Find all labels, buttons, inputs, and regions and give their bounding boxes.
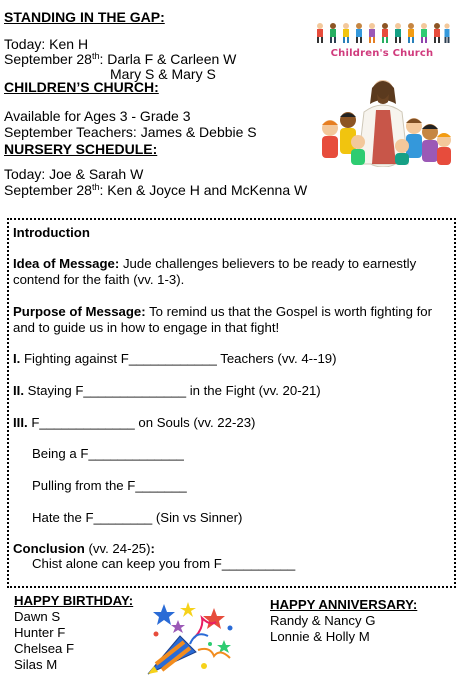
idea-of-message-line2: contend for the faith (vv. 1-3).	[13, 272, 185, 287]
anniversary-name: Lonnie & Holly M	[270, 629, 370, 644]
idea-of-message-label: Idea of Message:	[13, 256, 120, 271]
birthday-name: Chelsea F	[14, 641, 75, 656]
point-three	[13, 415, 255, 431]
purpose-of-message-line2: and to guide us in how to engage in that fight!	[13, 320, 280, 335]
idea-of-message-text1: Jude challenges believers to be ready to earnestly	[119, 256, 417, 271]
standing-september-line2: Mary S & Mary S	[110, 66, 216, 82]
point-three-number: III.	[13, 415, 28, 430]
standing-in-gap-heading: STANDING IN THE GAP:	[4, 9, 165, 25]
point-one-text: Fighting against F____________ Teachers (vv. 4--19)	[20, 351, 337, 366]
childrens-church-ages: Available for Ages 3 - Grade 3	[4, 108, 191, 124]
birthday-name: Hunter F	[14, 625, 66, 640]
childrens-church-logo-text: Children's Church	[330, 48, 434, 59]
point-three-text: F_____________ on Souls (vv. 22-23)	[27, 415, 256, 430]
point-two-number: II.	[13, 383, 24, 398]
conclusion-label: Conclusion	[13, 541, 85, 556]
nursery-heading: NURSERY SCHEDULE:	[4, 141, 158, 157]
childrens-church-teachers: September Teachers: James & Debbie S	[4, 124, 257, 140]
standing-september	[4, 51, 236, 67]
happy-birthday-heading: HAPPY BIRTHDAY:	[14, 593, 134, 608]
point-one-number: I.	[13, 351, 21, 366]
standing-september-prefix: September 28	[4, 51, 92, 67]
nursery-september-prefix: September 28	[4, 182, 92, 198]
nursery-september-sup: th	[91, 182, 100, 192]
point-two	[13, 383, 321, 399]
idea-of-message-line1	[13, 256, 416, 272]
conclusion-line	[13, 541, 155, 557]
happy-anniversary-heading: HAPPY ANNIVERSARY:	[270, 597, 418, 612]
conclusion-ref: (vv. 24-25)	[84, 541, 151, 556]
sub-point-one: Being a F_____________	[32, 446, 184, 461]
birthday-name: Dawn S	[14, 609, 61, 624]
nursery-september	[4, 182, 307, 198]
party-horn-icon	[144, 600, 236, 678]
sub-point-three: Hate the F________ (Sin vs Sinner)	[32, 510, 243, 525]
purpose-of-message-line1	[13, 304, 432, 320]
point-one	[13, 351, 337, 367]
standing-today: Today: Ken H	[4, 36, 89, 52]
purpose-of-message-label: Purpose of Message:	[13, 304, 146, 319]
standing-september-sup: th	[91, 51, 100, 61]
sub-point-two: Pulling from the F_______	[32, 478, 187, 493]
children-row-clipart	[314, 22, 450, 44]
childrens-church-heading: CHILDREN’S CHURCH:	[4, 79, 159, 95]
nursery-today: Today: Joe & Sarah W	[4, 166, 144, 182]
birthday-name: Silas M	[14, 657, 58, 672]
anniversary-name: Randy & Nancy G	[270, 613, 376, 628]
point-two-text: Staying F______________ in the Fight (vv. 20-21)	[24, 383, 321, 398]
jesus-with-children-clipart	[316, 72, 451, 167]
standing-september-line1: : Darla F & Carleen W	[99, 51, 237, 67]
conclusion-text: Chist alone can keep you from F__________	[32, 556, 296, 571]
conclusion-colon: :	[150, 541, 155, 556]
introduction-heading: Introduction	[13, 225, 90, 240]
nursery-september-rest: : Ken & Joyce H and McKenna W	[99, 182, 308, 198]
purpose-of-message-text1: To remind us that the Gospel is worth fighting for	[145, 304, 433, 319]
